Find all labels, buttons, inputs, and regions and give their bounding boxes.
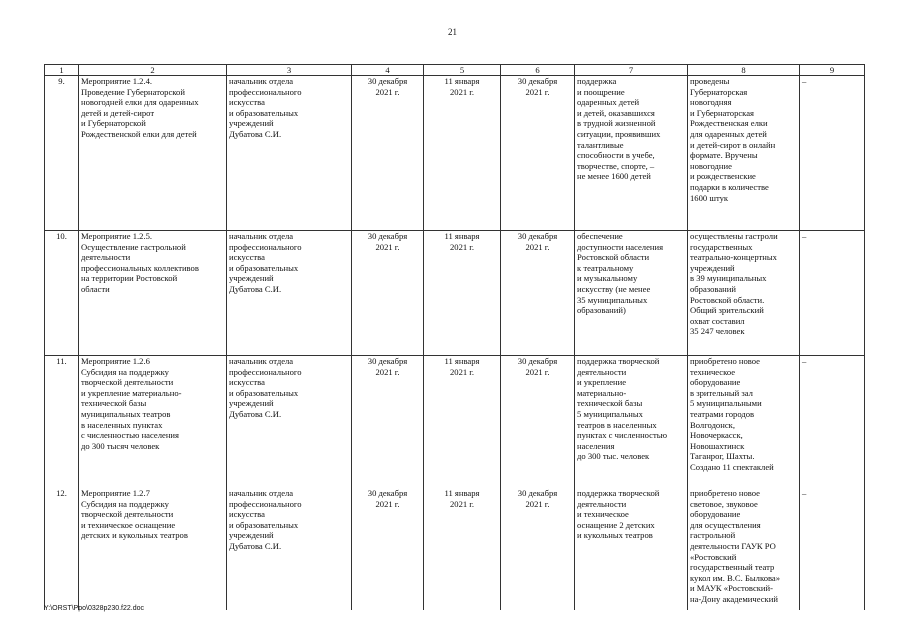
actual-end-cell — [501, 231, 575, 356]
event-cell — [79, 76, 227, 231]
column-header: 6 — [501, 65, 575, 76]
table-header-row — [45, 65, 865, 76]
event-text: Мероприятие 1.2.4. Проведение Губернаторской новогодней елки для одаренных детей и детей-сирот и Губернаторской Рождественской елки для детей — [81, 76, 199, 139]
responsible-cell — [227, 488, 352, 610]
actual-result-cell — [688, 231, 800, 356]
page-number: 21 — [448, 27, 457, 37]
event-text: Мероприятие 1.2.7 Субсидия на поддержку творческой деятельности и техническое оснащение детских и кукольных театров — [81, 488, 188, 541]
planned-start-text: 30 декабря 2021 г. — [367, 488, 408, 509]
responsible-cell — [227, 231, 352, 356]
actual-end-cell — [501, 76, 575, 231]
reasons-cell: – — [800, 231, 865, 356]
table-row — [45, 76, 865, 231]
expected-result-cell — [575, 488, 688, 610]
expected-result-text: поддержка творческой деятельности и укрепление материально- технической базы 5 муниципальных театров в населенных пунктах с численностью населения до 300 тыс. человек — [577, 356, 668, 462]
column-header: 5 — [424, 65, 501, 76]
row-number: 9. — [45, 76, 79, 231]
actual-result-text: приобретено новое световое, звуковое оборудование для осуществления гастрольной деятельности ГАУК РО «Ростовский государственный театр кукол им. В.С. Былкова» и МАУК «Ростовский- на-Дону академический — [690, 488, 781, 604]
column-header: 9 — [800, 65, 865, 76]
expected-result-text: поддержка и поощрение одаренных детей и детей, оказавшихся в трудной жизненной ситуации, проявивших талантливые способности в учебе, творчестве, спорте, – не менее 1600 детей — [577, 76, 661, 182]
column-header: 3 — [227, 65, 352, 76]
event-cell — [79, 356, 227, 489]
actual-end-cell — [501, 488, 575, 610]
expected-result-text: обеспечение доступности населения Ростовской области к театральному и музыкальному искусству (не менее 35 муниципальных образований) — [577, 231, 664, 316]
table-row — [45, 231, 865, 356]
column-header: 2 — [79, 65, 227, 76]
planned-start-text: 30 декабря 2021 г. — [367, 231, 408, 252]
reasons-cell: – — [800, 356, 865, 489]
row-number: 10. — [45, 231, 79, 356]
actual-result-text: осуществлены гастроли государственных театрально-концертных учреждений в 39 муниципальных образований Ростовской области. Общий зрительский охват составил 35 247 человек — [690, 231, 778, 337]
responsible-cell — [227, 356, 352, 489]
actual-start-cell — [424, 488, 501, 610]
report-table — [44, 64, 865, 610]
reasons-cell: – — [800, 488, 865, 610]
actual-result-cell — [688, 356, 800, 489]
event-cell — [79, 488, 227, 610]
actual-result-cell — [688, 76, 800, 231]
responsible-text: начальник отдела профессионального искусства и образовательных учреждений Дубатова С.И. — [229, 76, 302, 139]
column-header: 7 — [575, 65, 688, 76]
column-header: 4 — [352, 65, 424, 76]
row-number: 11. — [45, 356, 79, 489]
actual-start-text: 11 января 2021 г. — [444, 356, 480, 377]
responsible-cell — [227, 76, 352, 231]
planned-start-cell — [352, 488, 424, 610]
responsible-text: начальник отдела профессионального искусства и образовательных учреждений Дубатова С.И. — [229, 356, 302, 419]
planned-start-text: 30 декабря 2021 г. — [367, 356, 408, 377]
responsible-text: начальник отдела профессионального искусства и образовательных учреждений Дубатова С.И. — [229, 231, 302, 294]
actual-end-cell — [501, 356, 575, 489]
actual-start-cell — [424, 356, 501, 489]
actual-end-text: 30 декабря 2021 г. — [517, 356, 558, 377]
event-cell — [79, 231, 227, 356]
expected-result-cell — [575, 76, 688, 231]
actual-result-cell — [688, 488, 800, 610]
row-number: 12. — [45, 488, 79, 610]
event-text: Мероприятие 1.2.6 Субсидия на поддержку творческой деятельности и укрепление материально- технической базы муниципальных театров в населенных пунктах с численностью населения до 300 тысяч человек — [81, 356, 182, 451]
actual-start-text: 11 января 2021 г. — [444, 231, 480, 252]
planned-start-cell — [352, 76, 424, 231]
actual-result-text: приобретено новое техническое оборудование в зрительный зал 5 муниципальными театрами городов Волгодонск, Новочеркасск, Новошахтинск Таганрог, Шахты. Создано 11 спектаклей — [690, 356, 774, 472]
actual-start-cell — [424, 231, 501, 356]
event-text: Мероприятие 1.2.5. Осуществление гастрольной деятельности профессиональных коллективов на территории Ростовской области — [81, 231, 199, 294]
expected-result-text: поддержка творческой деятельности и техническое оснащение 2 детских и кукольных театров — [577, 488, 660, 541]
expected-result-cell — [575, 356, 688, 489]
responsible-text: начальник отдела профессионального искусства и образовательных учреждений Дубатова С.И. — [229, 488, 302, 551]
planned-start-cell — [352, 356, 424, 489]
expected-result-cell — [575, 231, 688, 356]
actual-end-text: 30 декабря 2021 г. — [517, 76, 558, 97]
table-row — [45, 488, 865, 610]
column-header: 8 — [688, 65, 800, 76]
actual-start-cell — [424, 76, 501, 231]
planned-start-text: 30 декабря 2021 г. — [367, 76, 408, 97]
actual-end-text: 30 декабря 2021 г. — [517, 231, 558, 252]
actual-result-text: проведены Губернаторская новогодняя и Губернаторская Рождественская елки для одаренных детей и детей-сирот в онлайн формате. Вручены новогодние и рождественские подарки в количестве 1600 штук — [690, 76, 776, 203]
document-path: Y:\ORST\Ppo\0328p230.f22.doc — [44, 605, 145, 612]
actual-start-text: 11 января 2021 г. — [444, 76, 480, 97]
planned-start-cell — [352, 231, 424, 356]
reasons-cell: – — [800, 76, 865, 231]
table-row — [45, 356, 865, 489]
actual-end-text: 30 декабря 2021 г. — [517, 488, 558, 509]
actual-start-text: 11 января 2021 г. — [444, 488, 480, 509]
column-header: 1 — [45, 65, 79, 76]
